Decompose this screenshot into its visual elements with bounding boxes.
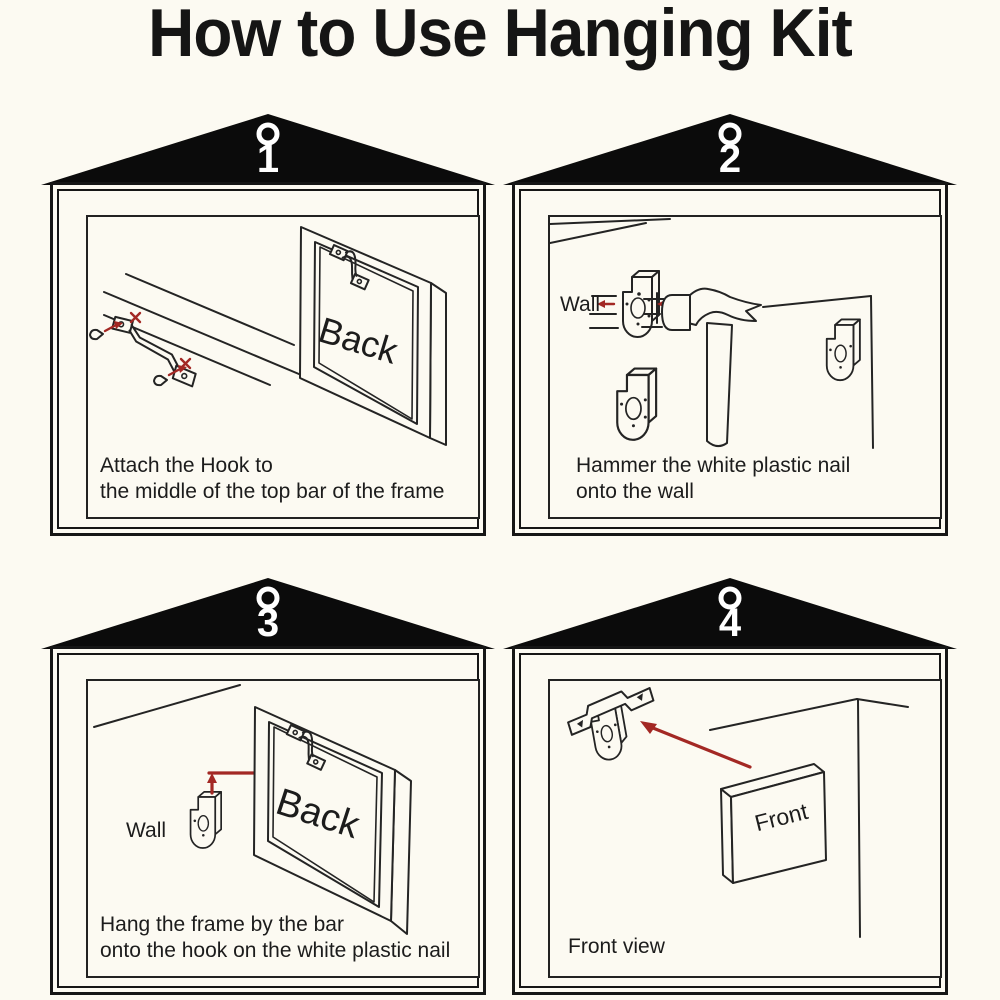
panel-1-canvas — [86, 215, 480, 519]
screw-icon — [90, 330, 167, 385]
hammer-drawing — [662, 289, 761, 446]
panel-3-number: 3 — [256, 601, 280, 645]
wall-label: Wall — [560, 293, 601, 316]
panel-4-box — [512, 646, 948, 995]
panel-4-caption — [568, 934, 665, 960]
frame-back-label: Back — [314, 309, 403, 372]
panel-2-caption — [576, 453, 850, 505]
caption-line-2: onto the hook on the white plastic nail — [100, 939, 451, 962]
panel-1-box — [50, 182, 486, 536]
caption-line-2: the middle of the top bar of the frame — [100, 480, 445, 503]
panel-4-number: 4 — [718, 601, 742, 645]
wall-label: Wall — [126, 819, 167, 842]
panel-2-canvas — [548, 215, 942, 519]
caption-line-1: Hammer the white plastic nail — [576, 454, 851, 477]
panel-3-box — [50, 646, 486, 995]
caption-line-1: Front view — [568, 935, 665, 958]
plastic-nail-drawing — [617, 369, 656, 440]
page-title: How to Use Hanging Kit — [148, 0, 852, 71]
red-arrow — [640, 721, 750, 767]
panel-3-canvas — [86, 679, 480, 978]
plastic-nail-drawing — [827, 319, 860, 380]
wall-lines — [94, 685, 240, 727]
caption-line-1: Attach the Hook to — [100, 454, 273, 477]
caption-line-2: onto the wall — [576, 480, 694, 503]
panel-2-box — [512, 182, 948, 536]
panel-4-canvas — [548, 679, 942, 978]
panel-1-caption — [100, 453, 444, 505]
panel-2-number: 2 — [718, 137, 742, 181]
frame-back-label: Back — [271, 781, 365, 848]
caption-line-1: Hang the frame by the bar — [100, 913, 344, 936]
panel-4-illustration — [550, 681, 940, 976]
plastic-nail-drawing — [191, 792, 222, 848]
panel-1-number: 1 — [256, 137, 280, 181]
panel-3-caption — [100, 912, 450, 964]
frame-front-label: Front — [752, 798, 811, 837]
